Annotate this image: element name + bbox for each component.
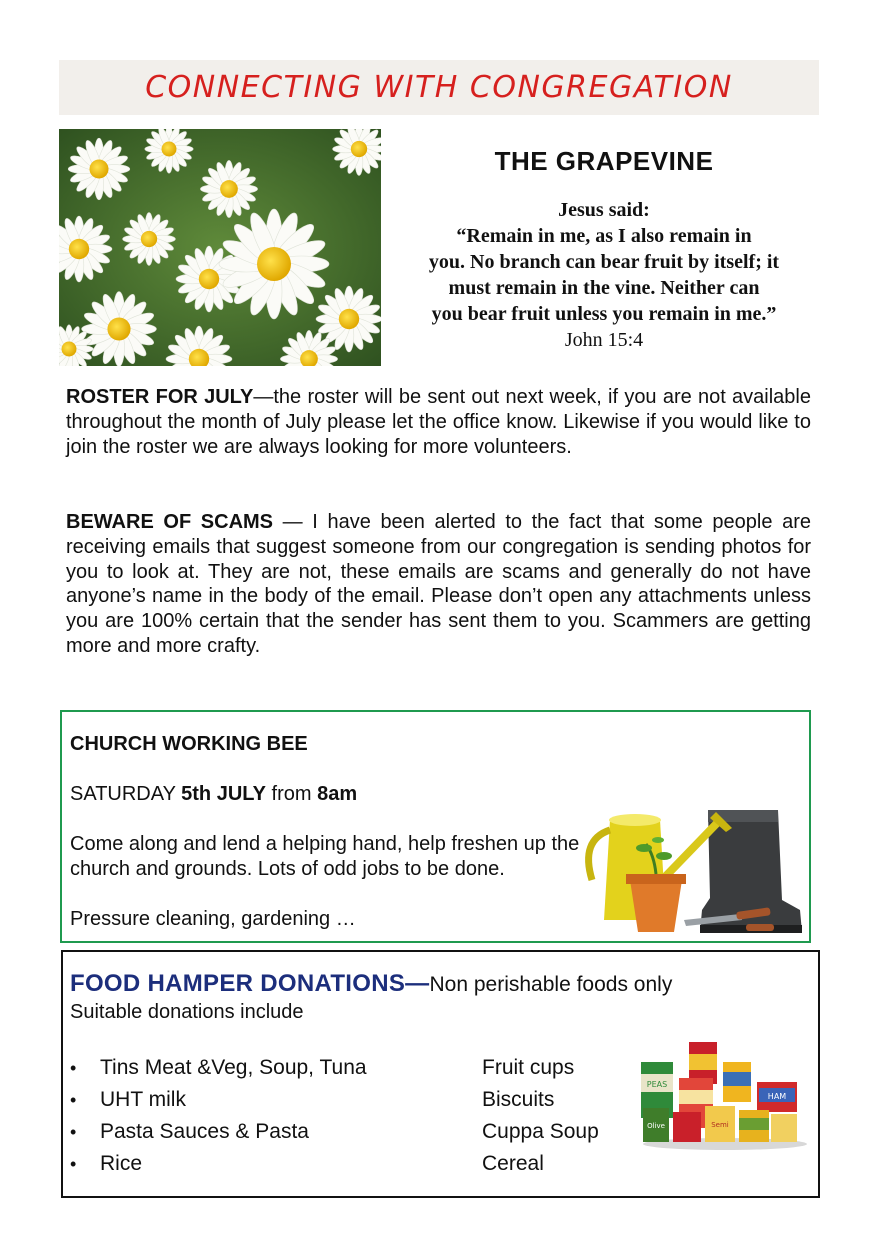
canned-food-illustration [635,1038,807,1150]
list-item-label: UHT milk [100,1088,186,1111]
list-item: Biscuits [482,1088,555,1111]
working-bee-day: SATURDAY [70,783,182,805]
roster-heading: ROSTER FOR JULY [66,386,254,408]
scams-heading: BEWARE OF SCAMS [66,511,274,533]
can-label: HAM [767,1092,787,1101]
daisy-flower [68,138,130,200]
food-hamper-subtitle: Non perishable foods only [429,973,673,996]
page-banner [59,60,819,115]
garden-tools-illustration [550,760,806,940]
list-item [70,1084,367,1116]
working-bee-line2: church and grounds. Lots of odd jobs to be done. [70,858,505,880]
working-bee-time: 8am [317,783,358,805]
working-bee-box [60,710,811,943]
verse-line: “Remain in me, as I also remain in [456,225,752,247]
daisy-flower [219,209,329,319]
scams-paragraph [66,510,811,659]
food-hamper-heading [70,970,672,998]
bullet-icon: • [70,1090,77,1110]
working-bee-datetime [70,782,357,807]
list-item-label: Pasta Sauces & Pasta [100,1120,309,1143]
food-hamper-suitable: Suitable donations include [70,1001,304,1023]
verse-reference: John 15:4 [564,329,644,351]
can-label: Semi [711,1121,729,1129]
working-bee-line1: Come along and lend a helping hand, help freshen up the [70,833,580,855]
daisy-photo [59,129,381,366]
list-item-label: Rice [100,1152,143,1175]
food-hamper-box [61,950,820,1198]
daisy-illustration [59,129,381,366]
grapevine-title: THE GRAPEVINE [494,146,714,176]
list-item: Cuppa Soup [482,1120,599,1143]
daisy-flower [145,129,193,173]
verse-line: you bear fruit unless you remain in me.” [431,303,777,325]
grapevine-section [396,146,812,353]
scams-text: — I have been alerted to the fact that some people are receiving emails that suggest someone from our congregation is sending photos for you to look at. They are not, these emails are scams and generally do not have anyone’s name in the body of the email. Please don’t open any attachments unless you are 100% certain that the sender has sent them to you. Scammers are getting more and more crafty. [66,511,811,657]
bullet-icon: • [70,1122,77,1142]
verse-line: you. No branch can bear fruit by itself; it [428,251,780,273]
list-item [70,1148,367,1180]
can-label: Olive [647,1122,665,1130]
list-item [70,1052,367,1084]
food-hamper-title: FOOD HAMPER DONATIONS— [70,970,430,997]
list-item [70,1116,367,1148]
roster-text: —the roster will be sent out next week, if you are not available throughout the month of July please let the office know. Likewise if you would like to join the roster we are always looking for more volunteers. [66,386,811,458]
working-bee-from: from [265,783,318,805]
working-bee-title: CHURCH WORKING BEE [70,733,308,755]
bullet-icon: • [70,1058,77,1078]
verse-line: must remain in the vine. Neither can [448,277,760,299]
list-item-label: Tins Meat &Veg, Soup, Tuna [100,1056,367,1079]
daisy-flower [82,292,157,366]
donation-list-left [70,1052,367,1180]
list-item: Fruit cups [482,1056,575,1079]
can-label: PEAS [646,1080,668,1089]
daisy-flower [200,160,257,217]
daisy-flower [123,213,176,266]
working-bee-line3: Pressure cleaning, gardening … [70,908,356,930]
page-title: CONNECTING WITH CONGREGATION [145,70,733,105]
working-bee-date: 5th JULY [181,783,266,805]
verse-intro: Jesus said: [558,199,650,221]
donation-list-right [482,1052,599,1180]
bullet-icon: • [70,1154,77,1174]
list-item: Cereal [482,1152,544,1175]
roster-paragraph [66,385,811,459]
